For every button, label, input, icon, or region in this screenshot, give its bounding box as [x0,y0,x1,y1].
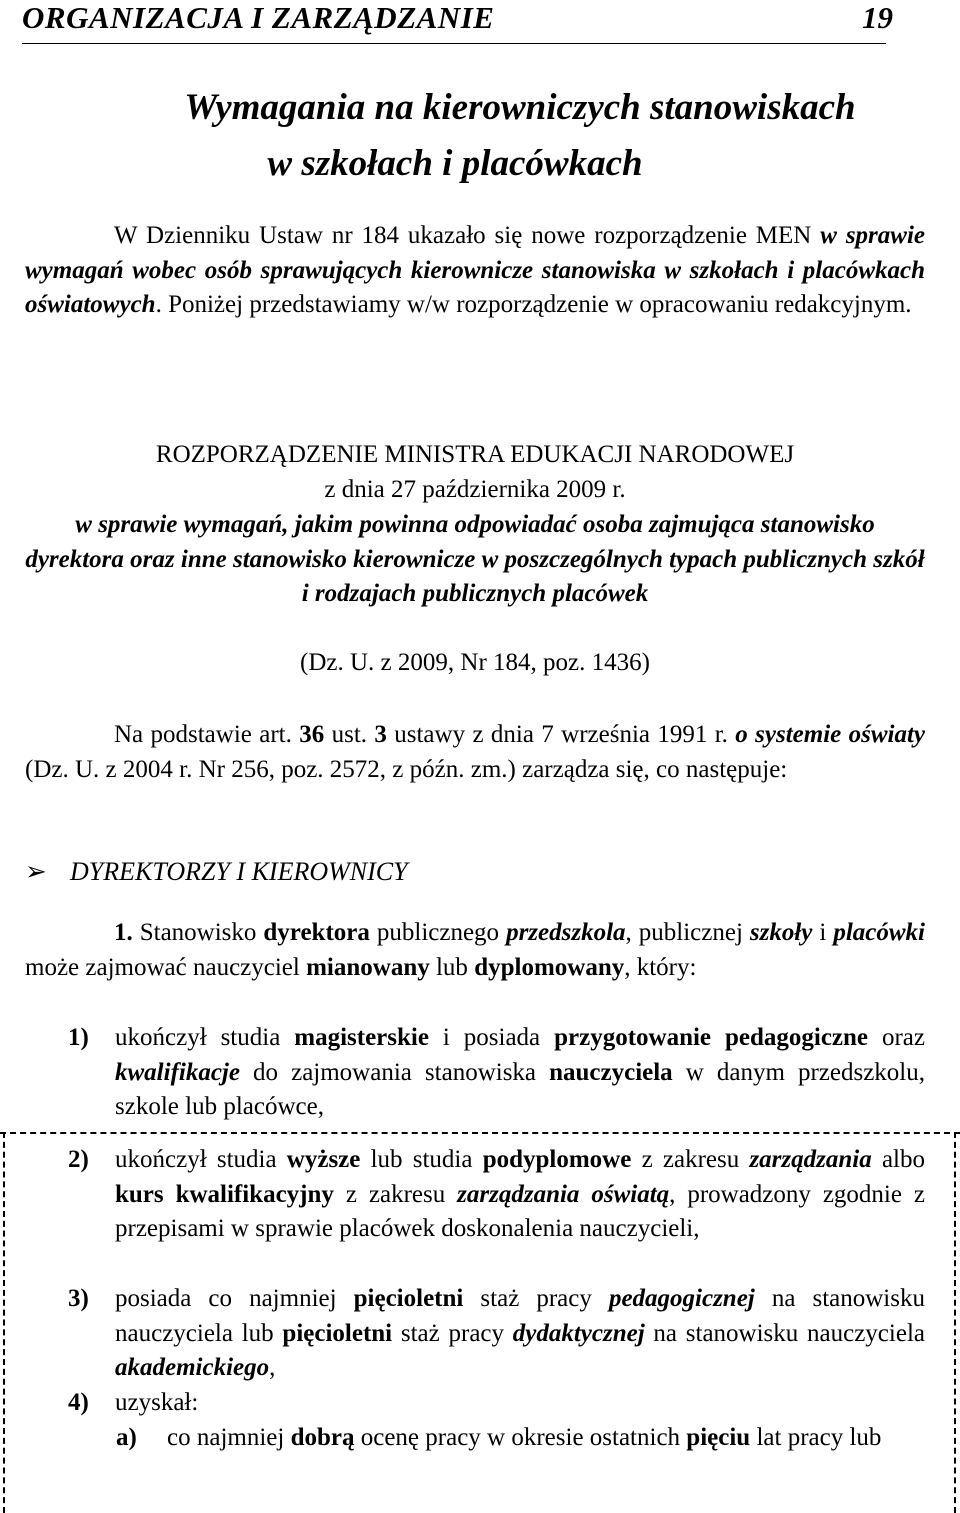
list-item-text [115,1143,925,1247]
intro-paragraph [25,219,925,323]
paragraph-text: i [812,919,834,946]
list-item-number: 2) [68,1146,89,1173]
intro-regulation-name: w sprawie wymagań wobec osób sprawujących kierownicze stanowiska w szkołach i placówkach oświatowych [25,222,925,318]
item-bold: nauczyciela [549,1058,673,1086]
paragraph-bold: mianowany [306,953,430,981]
header-rule [22,43,886,44]
section-title: DYREKTORZY I KIEROWNICY [70,857,408,886]
paragraph-text: lub [429,953,475,981]
dashed-border-top [0,1132,960,1134]
paragraph-text: , publicznej [625,919,750,946]
list-item-number: 4) [68,1389,89,1416]
paragraph-bold-italic: szkoły [749,919,813,946]
item-text: staż pracy [463,1285,609,1312]
item-bold-italic: pedagogicznej [608,1285,755,1312]
article-title-line-2: w szkołach i placówkach [267,143,643,184]
dashed-border-left [3,1132,5,1513]
item-text: z zakresu [631,1146,750,1173]
item-text: na stanowisku nauczyciela lub [115,1285,925,1347]
list-item [68,1021,925,1125]
sub-item-text [167,1421,925,1456]
item-text: i posiada [428,1024,555,1051]
item-text: do zajmowania stanowiska [239,1058,550,1086]
item-bold: pięcioletni [282,1319,393,1347]
list-item-text [115,1282,925,1386]
item-bold-italic: zarządzania oświatą [457,1180,670,1208]
list-item-text [115,1386,925,1421]
article-title [0,80,960,192]
dashed-border-right [954,1132,956,1513]
regulation-subject: w sprawie wymagań, jakim powinna odpowiadać osoba zajmująca stanowisko dyrektora oraz inne stanowisko kierownicze w poszczególnych typach publicznych szkół i rodzajach publicznych placówek [25,511,925,607]
item-text: lub studia [360,1146,483,1173]
regulation-heading: ROZPORZĄDZENIE MINISTRA EDUKACJI NARODOWEJ [155,441,795,468]
item-text: co najmniej [167,1424,291,1451]
paragraph-text: , który: [624,953,697,981]
item-bold: dobrą [290,1424,355,1451]
item-text: albo [871,1146,925,1173]
basis-section-number: 3 [374,721,387,748]
legal-basis-paragraph [25,718,925,787]
paragraph-number: 1. [114,919,133,946]
basis-article-number: 36 [299,721,325,748]
running-header-title: ORGANIZACJA I ZARZĄDZANIE [22,0,495,35]
basis-text: (Dz. U. z 2004 r. Nr 256, poz. 2572, z późn. zm.) zarządza się, co następuje: [25,755,788,783]
item-bold: magisterskie [294,1024,429,1051]
page-number: 19 [862,0,893,35]
basis-text: ust. [324,721,375,748]
item-text: na stanowisku nauczyciela [644,1319,925,1347]
item-bold-italic: zarządzania [749,1146,872,1173]
list-item-number: 3) [68,1285,89,1312]
paragraph-text: może zajmować nauczyciel [25,953,307,981]
intro-text: W Dzienniku Ustaw nr 184 ukazało się nowe rozporządzenie MEN [114,222,821,249]
paragraph-1 [25,916,925,985]
section-heading [25,855,408,889]
list-item-number: 1) [68,1024,89,1051]
basis-text: ustawy z dnia 7 września 1991 r. [386,721,736,748]
article-title-line-1: Wymagania na kierowniczych stanowiskach [184,87,856,128]
item-text: uzyskał: [115,1389,199,1416]
arrow-bullet-icon: ➢ [25,857,47,886]
item-bold: pięciu [686,1424,751,1451]
paragraph-bold-italic: placówki [833,919,925,946]
paragraph-bold: dyrektora [263,919,370,946]
item-text: z zakresu [333,1180,458,1208]
item-bold: wyższe [286,1146,361,1173]
item-bold: podyplomowe [482,1146,632,1173]
list-item [68,1282,925,1386]
intro-text-end: . Poniżej przedstawiamy w/w rozporządzenie w opracowaniu redakcyjnym. [155,291,912,318]
paragraph-bold: dyplomowany [474,953,625,981]
item-bold: kurs kwalifikacyjny [115,1180,334,1208]
item-text: , prowadzony zgodnie z przepisami w sprawie placówek doskonalenia nauczycieli, [115,1180,926,1242]
item-bold-italic: dydaktycznej [512,1319,645,1347]
item-text: lat pracy lub [750,1424,882,1451]
item-text: ocenę pracy w okresie ostatnich [354,1424,687,1451]
item-bold: przygotowanie pedagogiczne [554,1024,869,1051]
item-text: , [269,1354,276,1381]
basis-act-name: o systemie oświaty [735,721,925,748]
sub-item-letter: a) [116,1424,137,1451]
paragraph-bold-italic: przedszkola [506,919,626,946]
item-text: posiada co najmniej [115,1285,354,1312]
item-text: oraz [868,1024,925,1051]
list-item [68,1386,925,1421]
regulation-date: z dnia 27 października 2009 r. [324,476,626,503]
item-bold: pięcioletni [353,1285,464,1312]
list-item-text [115,1021,925,1125]
item-text: ukończył studia [115,1146,287,1173]
item-bold-italic: kwalifikacje [115,1058,240,1086]
basis-text: Na podstawie art. [114,721,300,748]
paragraph-text: Stanowisko [132,919,264,946]
paragraph-text: publicznego [369,919,507,946]
item-bold-italic: akademickiego [115,1354,270,1381]
item-text: ukończył studia [115,1024,295,1051]
item-text: staż pracy [392,1319,513,1347]
item-text: w danym przedszkolu, szkole lub placówce, [115,1058,925,1120]
sub-list-item [116,1421,925,1456]
regulation-source: (Dz. U. z 2009, Nr 184, poz. 1436) [300,649,650,676]
list-item [68,1143,925,1247]
